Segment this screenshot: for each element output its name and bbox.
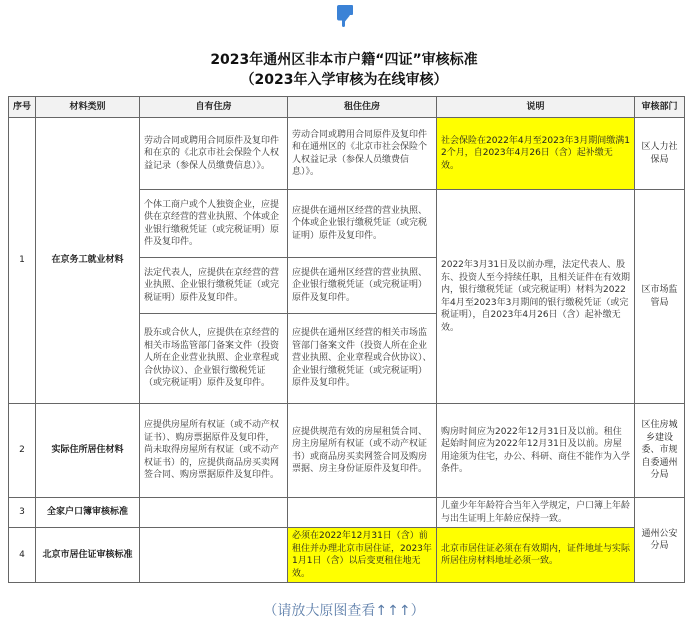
zoom-hint-caption: （请放大原图查看↑↑↑）: [263, 603, 425, 619]
row-category: 北京市居住证审核标准: [36, 528, 140, 583]
department-cell: 区市场监管局: [635, 190, 685, 404]
table-row: [9, 118, 685, 190]
own-housing-cell: [140, 528, 288, 583]
description-cell-highlighted: 北京市居住证必须在有效期内，证件地址与实际所居住房材料地址必须一致。: [437, 528, 635, 583]
rented-housing-cell: 应提供在通州区经营的营业执照、企业银行缴税凭证（或完税证明）原件及复印件。: [288, 258, 437, 314]
description-cell: 儿童少年年龄符合当年入学规定，户口簿上年龄与出生证明上年龄应保持一致。: [437, 498, 635, 528]
department-cell: 区人力社保局: [635, 118, 685, 190]
own-housing-cell: 个体工商户或个人独资企业，应提供在京经营的营业执照、个体或企业银行缴税凭证（或完税证明）原件及复印件。: [140, 190, 288, 258]
header-department: 审核部门: [635, 97, 685, 118]
row-number: 3: [9, 498, 36, 528]
header-category: 材料类别: [36, 97, 140, 118]
header-rented-housing: 租住住房: [288, 97, 437, 118]
row-category: 在京务工就业材料: [36, 118, 140, 404]
row-number: 4: [9, 528, 36, 583]
table-row: [9, 498, 685, 528]
page-subtitle: （2023年入学审核为在线审核）: [240, 72, 448, 88]
row-number: 2: [9, 404, 36, 498]
description-cell-highlighted: 社会保险在2022年4月至2023年3月期间缴满12个月，自2023年4月26日（含）起补缴无效。: [437, 118, 635, 190]
own-housing-cell: 股东或合伙人，应提供在京经营的相关市场监管部门备案文件（投资人所在企业营业执照、企业章程或合伙协议）、企业银行缴税凭证（或完税证明）原件及复印件。: [140, 314, 288, 404]
own-housing-cell: [140, 498, 288, 528]
header-own-housing: 自有住房: [140, 97, 288, 118]
department-cell: 通州公安分局: [635, 498, 685, 583]
table-row: [9, 528, 685, 583]
description-cell: 购房时间应为2022年12月31日及以前。租住起始时间应为2022年12月31日及以前。房屋用途须为住宅，办公、科研、商住不能作为入学条件。: [437, 404, 635, 498]
description-cell: 2022年3月31日及以前办理，法定代表人、股东、投资人至今持续任职，且相关证件在有效期内，银行缴税凭证（或完税证明）材料为2022年4月至2023年3月期间的银行缴税凭证（或完税证明），自2023年4月26日（含）起补缴无效。: [437, 190, 635, 404]
rented-housing-cell-highlighted: 必须在2022年12月31日（含）前租住并办理北京市居住证，2023年1月1日（含）以后变更租住地无效。: [288, 528, 437, 583]
page-title: 2023年通州区非本市户籍“四证”审核标准: [210, 52, 478, 68]
rented-housing-cell: 应提供规范有效的房屋租赁合同、房主房屋所有权证（或不动产权证书）或商品房买卖网签合同及购房票据、房主身份证原件及复印件。: [288, 404, 437, 498]
rented-housing-cell: 应提供在通州区经营的营业执照、个体或企业银行缴税凭证（或完税证明）原件及复印件。: [288, 190, 437, 258]
rented-housing-cell: 劳动合同或聘用合同原件及复印件和在通州区的《北京市社会保险个人权益记录（参保人员缴费信息）》。: [288, 118, 437, 190]
row-category: 实际住所居住材料: [36, 404, 140, 498]
own-housing-cell: 劳动合同或聘用合同原件及复印件和在京的《北京市社会保险个人权益记录（参保人员缴费信息）》。: [140, 118, 288, 190]
rented-housing-cell: 应提供在通州区经营的相关市场监管部门备案文件（投资人所在企业营业执照、企业章程或合伙协议）、企业银行缴税凭证（或完税证明）原件及复印件。: [288, 314, 437, 404]
table-row: [9, 404, 685, 498]
header-no: 序号: [9, 97, 36, 118]
own-housing-cell: 法定代表人，应提供在京经营的营业执照、企业银行缴税凭证（或完税证明）原件及复印件。: [140, 258, 288, 314]
thumb-down-hand-icon: [331, 2, 357, 28]
row-category: 全家户口簿审核标准: [36, 498, 140, 528]
own-housing-cell: 应提供房屋所有权证（或不动产权证书）、购房票据原件及复印件，尚未取得房屋所有权证（或不动产权证书）的，应提供商品房买卖网签合同、购房票据原件及复印件。: [140, 404, 288, 498]
table-header-row: [9, 97, 685, 118]
review-standards-table: [8, 96, 685, 583]
department-cell: 区住房城乡建设委、市规自委通州分局: [635, 404, 685, 498]
header-description: 说明: [437, 97, 635, 118]
row-number: 1: [9, 118, 36, 404]
rented-housing-cell: [288, 498, 437, 528]
